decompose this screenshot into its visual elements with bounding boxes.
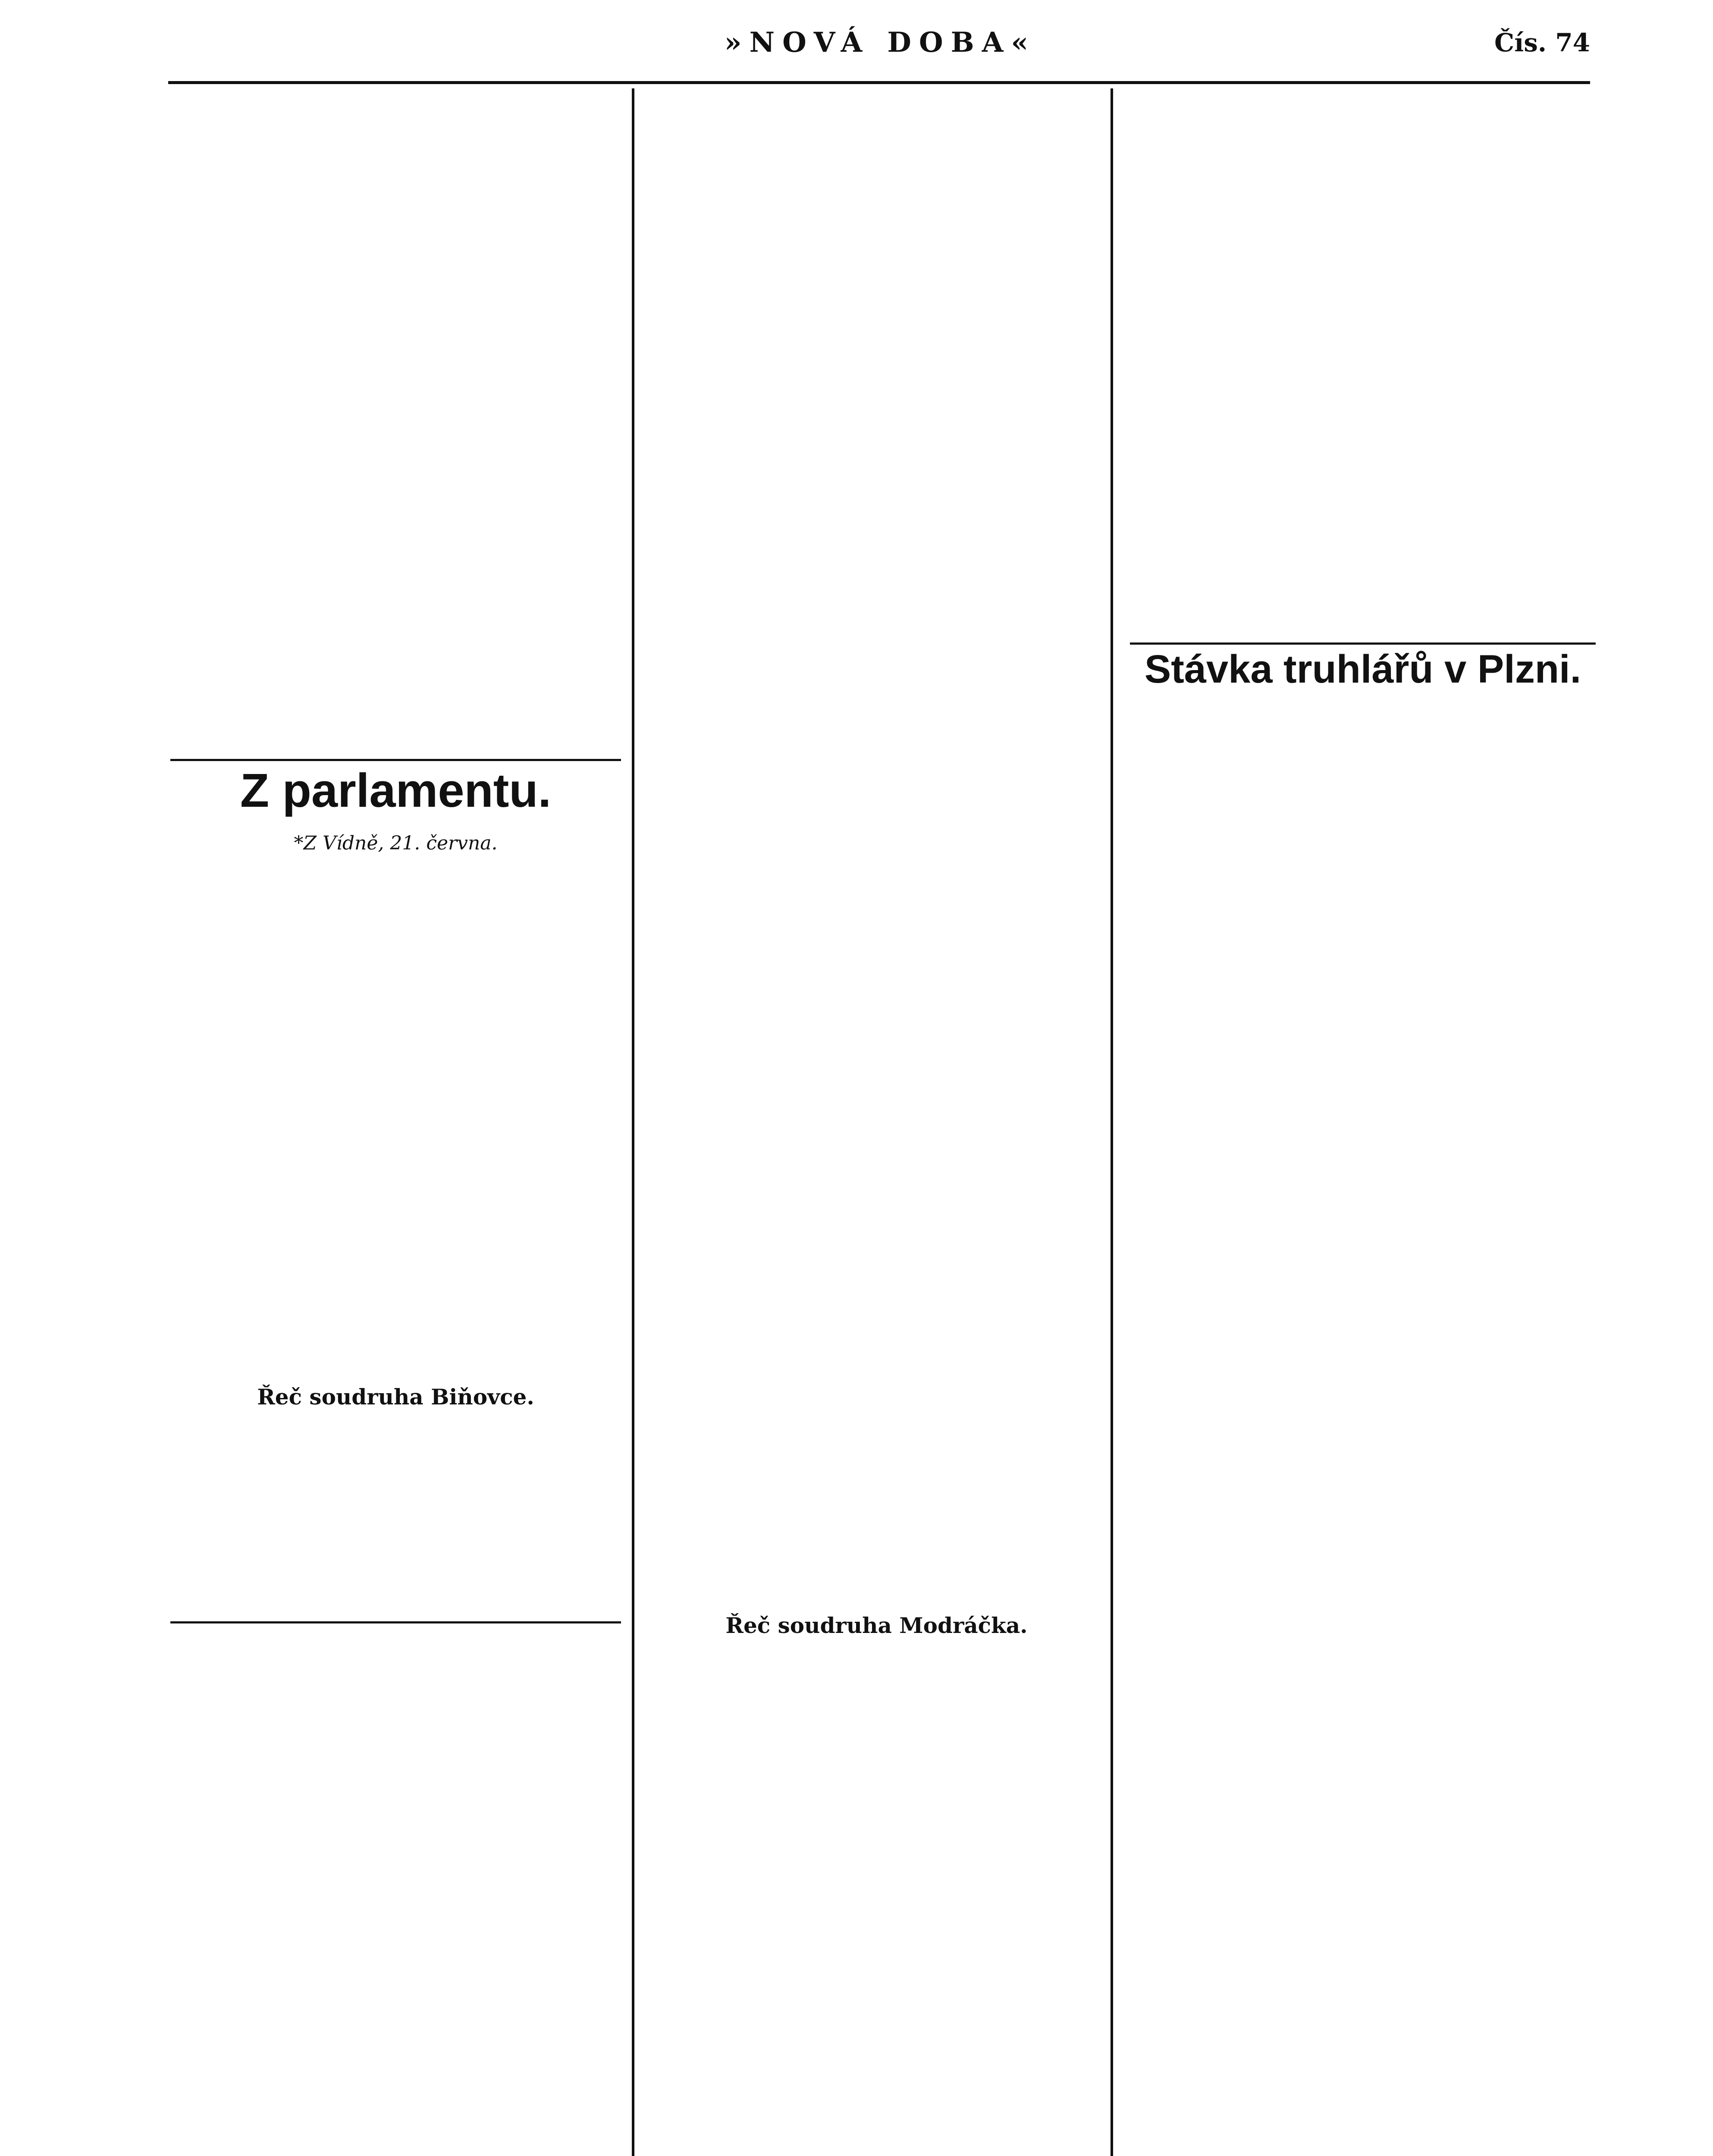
strike-heading: Stávka truhlářů v Plzni. — [1144, 647, 1581, 691]
column-3 — [1130, 110, 1596, 120]
masthead-rule — [168, 81, 1590, 84]
column-1-bottom — [170, 1634, 621, 1645]
section-rule — [1130, 642, 1596, 645]
masthead — [170, 15, 1590, 80]
dateline: *Z Vídně, 21. června. — [294, 832, 498, 854]
column-divider-2 — [1111, 88, 1113, 2156]
column-2 — [651, 110, 1102, 120]
column-3-strike — [1130, 699, 1596, 709]
section-rule — [170, 1621, 621, 1623]
column-divider-1 — [632, 88, 634, 2156]
issue-number: Čís. 74 — [1494, 28, 1590, 57]
newspaper-title: »NOVÁ DOBA« — [724, 26, 1036, 59]
parliament-heading: Z parlamentu. — [240, 764, 552, 817]
column-1 — [170, 110, 621, 120]
column-1-parliament — [170, 867, 621, 877]
section-rule — [170, 759, 621, 761]
speech-heading-binovec: Řeč soudruha Biňovce. — [257, 1384, 534, 1410]
speech-heading-modracek: Řeč soudruha Modráčka. — [725, 1613, 1028, 1638]
